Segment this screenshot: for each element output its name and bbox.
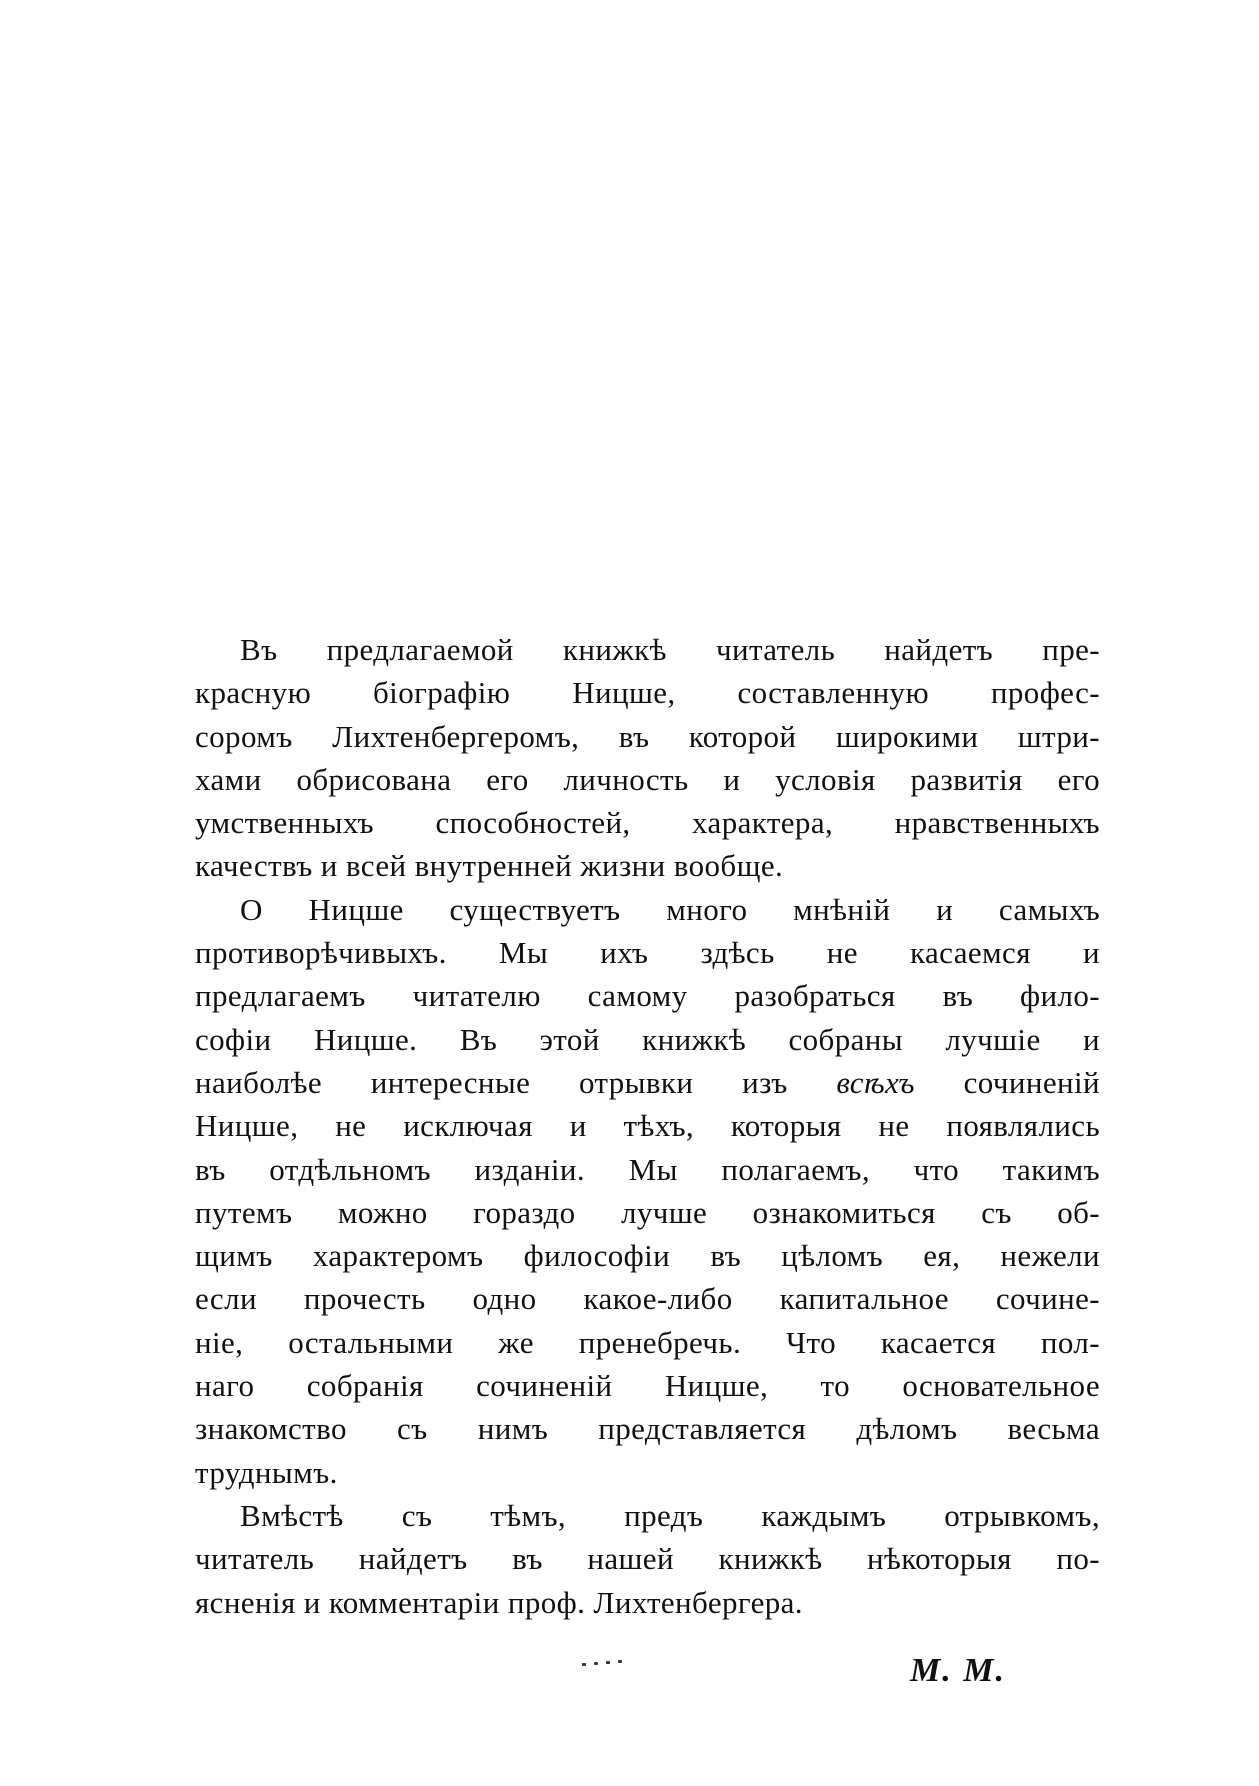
- text-line-with-emphasis: [195, 1061, 1100, 1104]
- text-line: соромъ Лихтенбергеромъ, въ которой широкими штри-: [195, 718, 1100, 754]
- text-line: наго собранія сочиненій Ницше, то основательное: [195, 1368, 1100, 1404]
- text-line: ніе, остальными же пренебречь. Что касается пол-: [195, 1324, 1100, 1360]
- text-line: если прочесть одно какое-либо капитальное сочине-: [195, 1281, 1100, 1317]
- text-line: хами обрисована его личность и условія развитія его: [195, 761, 1100, 797]
- text-line: умственныхъ способностей, характера, нравственныхъ: [195, 805, 1100, 841]
- text-line: Въ предлагаемой книжкѣ читатель найдетъ пре-: [240, 632, 1100, 667]
- text-segment: наиболѣе интересные отрывки изъ: [195, 1064, 837, 1100]
- text-line: читатель найдетъ въ нашей книжкѣ нѣкоторыя по-: [195, 1541, 1100, 1577]
- text-line: красную біографію Ницше, составленную профес-: [195, 675, 1100, 711]
- text-line: въ отдѣльномъ изданіи. Мы полагаемъ, что такимъ: [195, 1151, 1100, 1187]
- emphasized-word: всѣхъ: [836, 1064, 915, 1100]
- text-line: О Ницше существуетъ много мнѣній и самыхъ: [240, 891, 1100, 927]
- ink-smudge: [582, 1660, 624, 1666]
- text-line: ясненія и комментаріи проф. Лихтенбергера.: [195, 1584, 803, 1620]
- text-line: щимъ характеромъ философіи въ цѣломъ ея, нежели: [195, 1238, 1100, 1274]
- preface-text: [195, 628, 1100, 1624]
- signature: М. М.: [910, 1652, 1006, 1689]
- text-line: предлагаемъ читателю самому разобраться въ фило-: [195, 978, 1100, 1014]
- text-segment: сочиненій: [914, 1064, 1100, 1100]
- text-line: качествъ и всей внутренней жизни вообще.: [195, 848, 784, 884]
- text-line: труднымъ.: [195, 1454, 338, 1490]
- text-line: Вмѣстѣ съ тѣмъ, предъ каждымъ отрывкомъ,: [240, 1497, 1100, 1533]
- text-line: знакомство съ нимъ представляется дѣломъ весьма: [195, 1411, 1100, 1447]
- text-line: путемъ можно гораздо лучше ознакомиться съ об-: [195, 1194, 1100, 1230]
- text-line: Ницше, не исключая и тѣхъ, которыя не появлялись: [195, 1108, 1100, 1144]
- text-line: противорѣчивыхъ. Мы ихъ здѣсь не касаемся и: [195, 935, 1100, 971]
- text-line: софіи Ницше. Въ этой книжкѣ собраны лучшіе и: [195, 1021, 1100, 1057]
